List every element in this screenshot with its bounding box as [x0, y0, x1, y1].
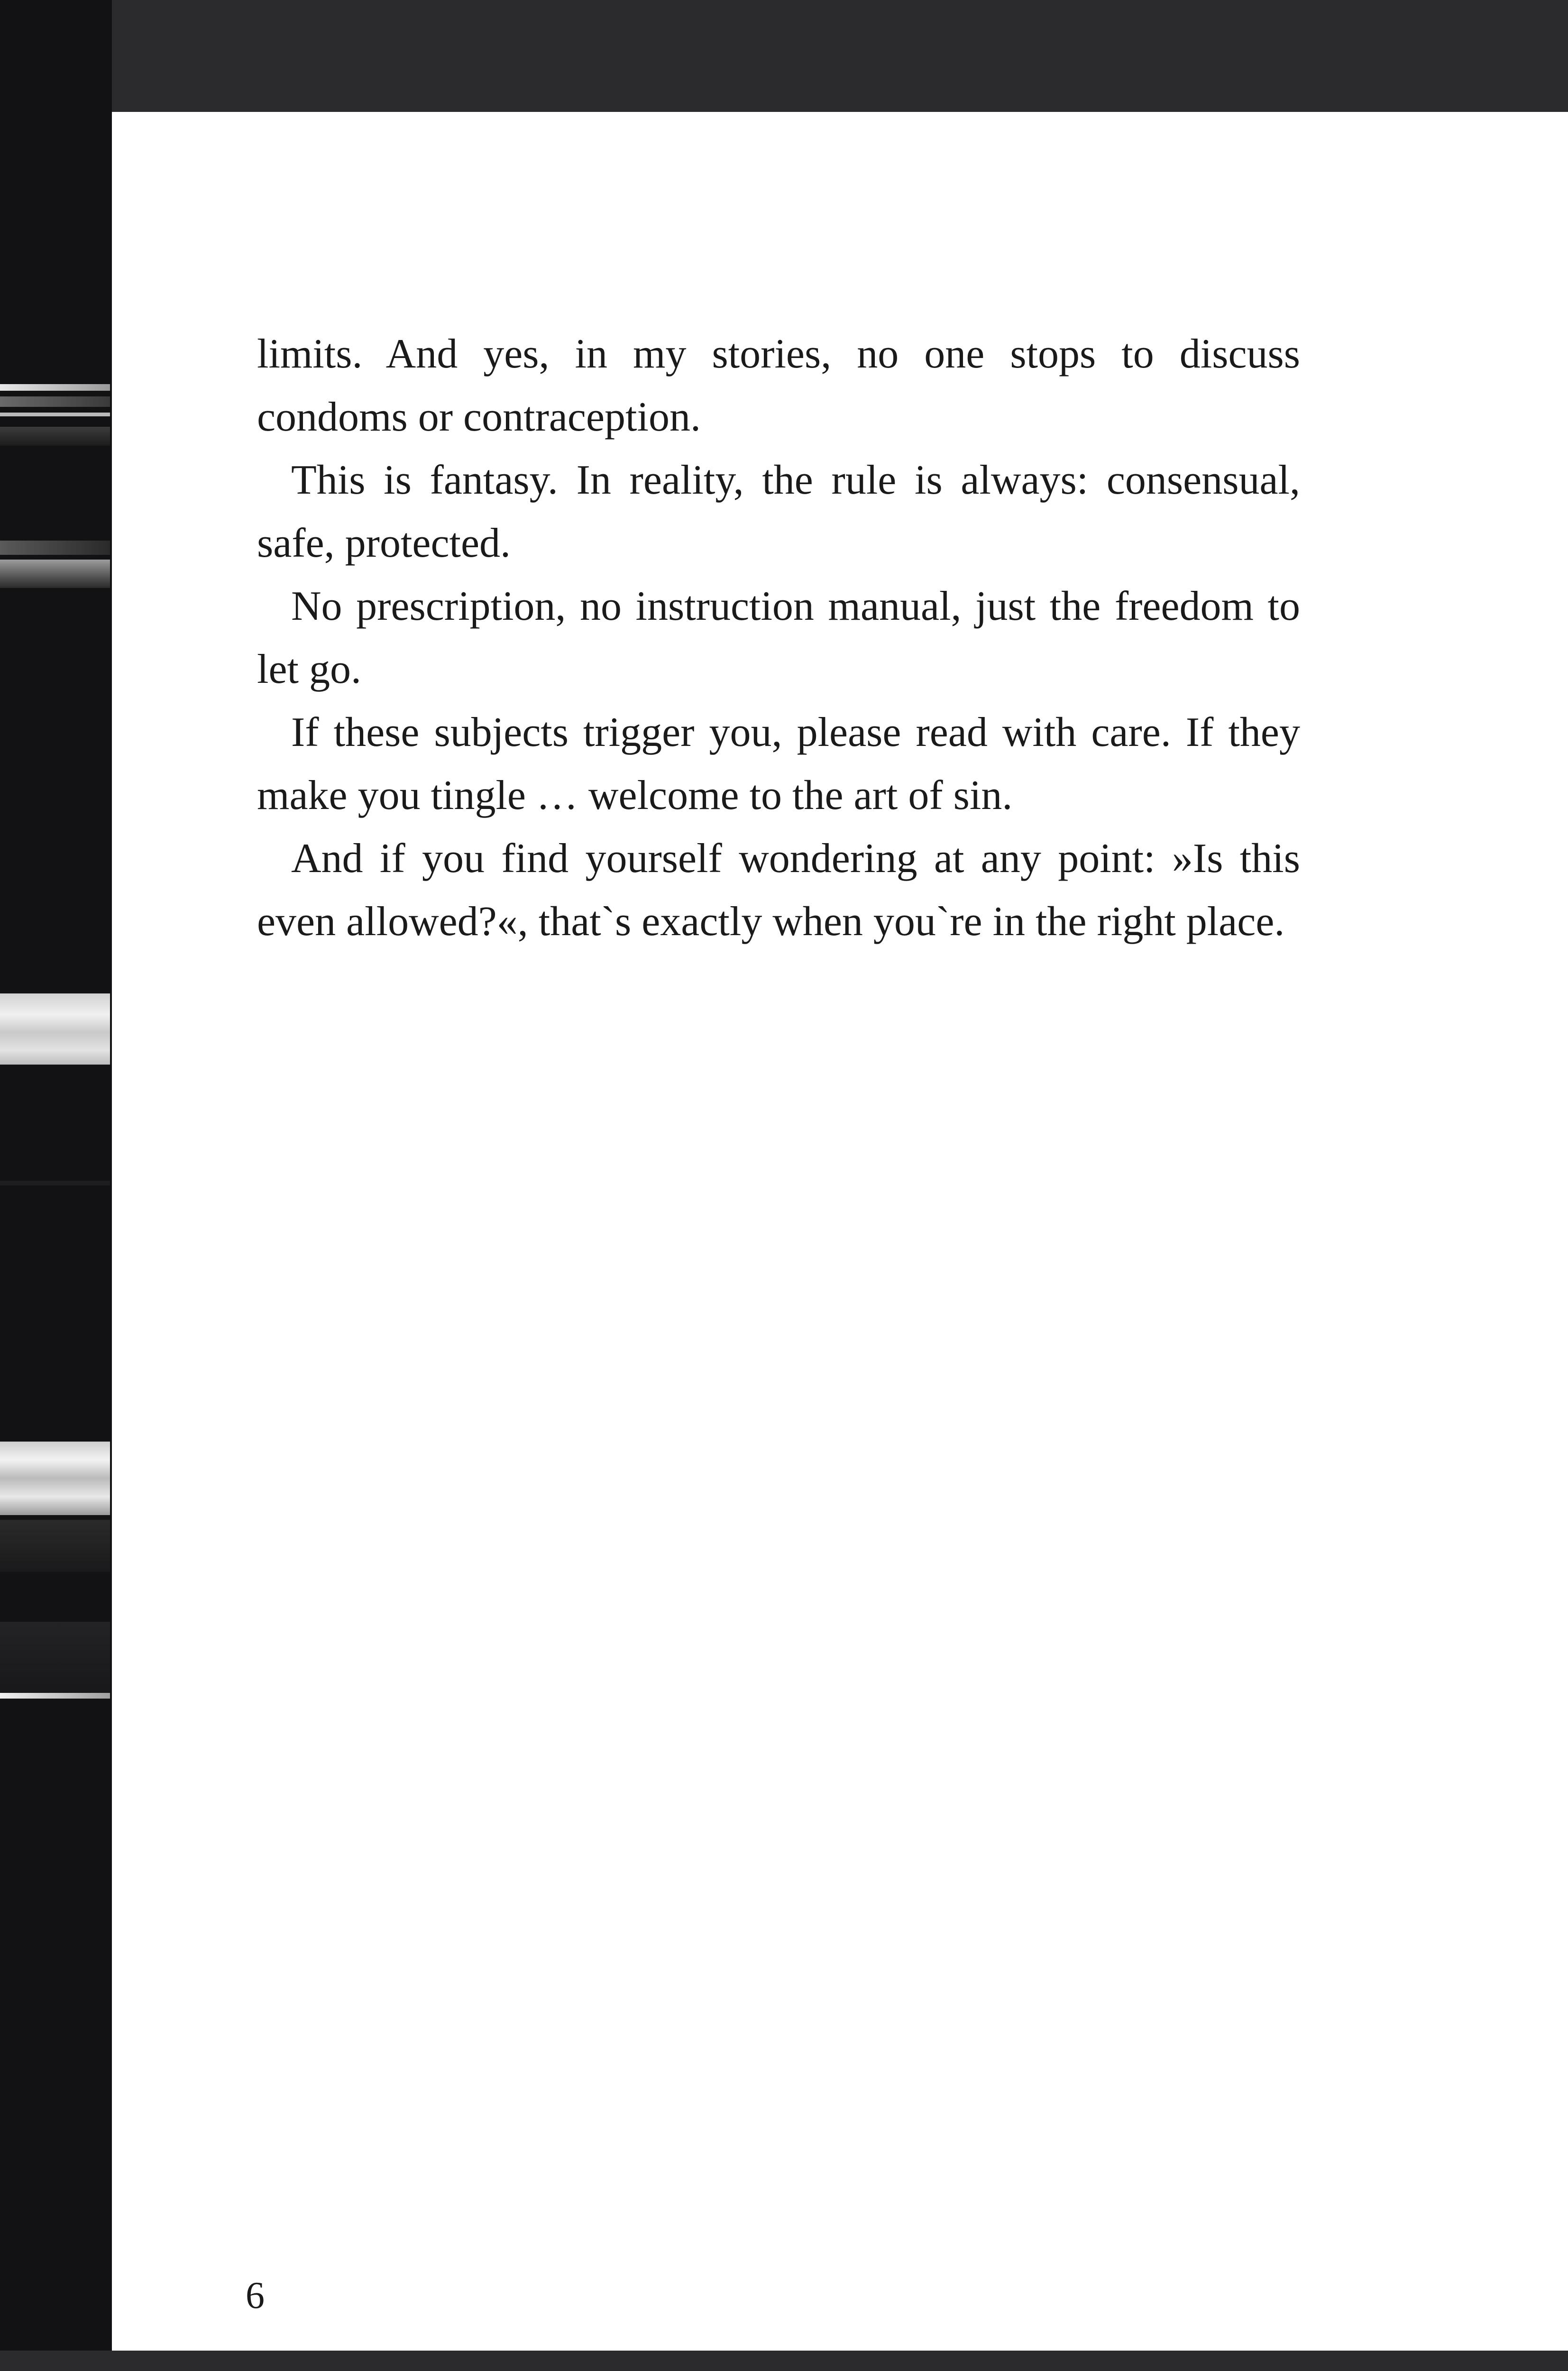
- glitch-band: [0, 1181, 110, 1186]
- glitch-band: [0, 1693, 110, 1699]
- glitch-band: [0, 413, 110, 416]
- glitch-band: [0, 396, 110, 407]
- top-bar: [0, 0, 1568, 112]
- paragraph: This is fantasy. In reality, the rule is always: consensual, safe, protected.: [257, 457, 1300, 566]
- book-page: [112, 112, 1568, 2351]
- glitch-band: [0, 1442, 110, 1515]
- bottom-bar: [0, 2351, 1568, 2371]
- glitch-band: [0, 1622, 110, 1693]
- body-text: [257, 322, 1300, 953]
- paragraph: If these subjects trigger you, please read with care. If they make you tingle … welcome to the art of sin.: [257, 709, 1300, 818]
- paragraph: limits. And yes, in my stories, no one stops to discuss condoms or contraception.: [257, 331, 1300, 440]
- glitch-band: [0, 384, 110, 391]
- paragraph: No prescription, no instruction manual, just the freedom to let go.: [257, 583, 1300, 692]
- glitch-band: [0, 541, 110, 555]
- glitch-band: [0, 1520, 110, 1572]
- glitch-band: [0, 560, 110, 588]
- paragraph: And if you find yourself wondering at any point: »Is this even allowed?«, that`s exactly when you`re in the right place.: [257, 836, 1300, 945]
- glitch-band: [0, 427, 110, 446]
- page-number: 6: [246, 2275, 265, 2316]
- left-edge-strip: [0, 0, 112, 2371]
- glitch-band: [0, 993, 110, 1065]
